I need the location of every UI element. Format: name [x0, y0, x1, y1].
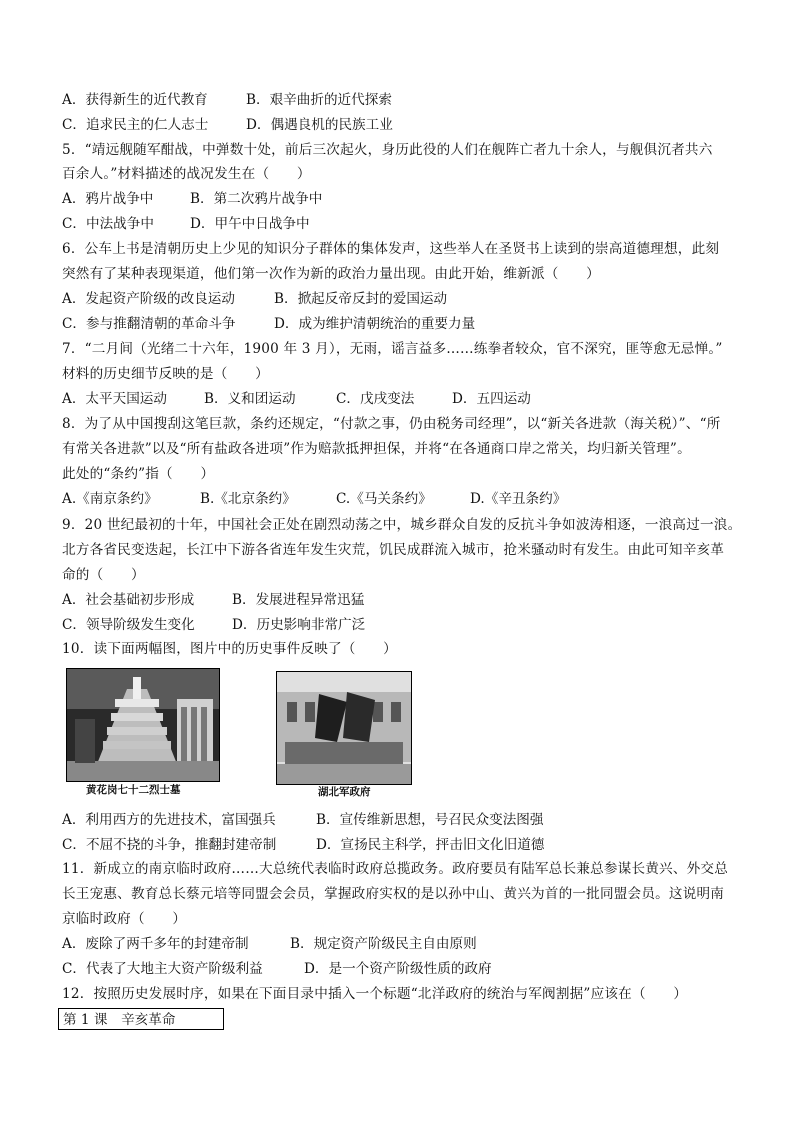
- q4-option-d: D．偶遇良机的民族工业: [246, 117, 393, 133]
- q8-option-a: A.《南京条约》: [62, 491, 158, 507]
- q10-option-b: B．宣传维新思想，号召民众变法图强: [316, 812, 544, 828]
- q7-option-a: A．太平天国运动: [62, 391, 167, 407]
- q7-option-d: D．五四运动: [452, 391, 531, 407]
- q5-option-c: C．中法战争中: [62, 216, 154, 232]
- huanghuagang-tomb-photo: [66, 668, 220, 782]
- q5-option-a: A．鸦片战争中: [62, 191, 154, 207]
- q11-stem-line-2: 长王宠惠、教育总长蔡元培等同盟会会员，掌握政府实权的是以孙中山、黄兴为首的一批同盟会员。这说明南: [62, 886, 725, 902]
- q6-option-c: C．参与推翻清朝的革命斗争: [62, 316, 236, 332]
- q8-stem-line-1: 8．为了从中国搜刮这笔巨款，条约还规定，“付款之事，仍由税务司经理”，以“新关各进款（海关税）”、“所: [62, 416, 721, 432]
- q6-stem-line-1: 6．公车上书是清朝历史上少见的知识分子群体的集体发声，这些举人在圣贤书上读到的崇高道德理想，此刻: [62, 241, 720, 257]
- q8-stem-line-2: 有常关各进款”以及“所有盐政各进项”作为赔款抵押担保，并将“在各通商口岸之常关，均归新关管理”。: [62, 441, 691, 457]
- q5-stem-line-1: 5．“靖远舰随军酣战，中弹数十处，前后三次起火，身历此役的人们在舰阵亡者九十余人，与舰俱沉者共六: [62, 142, 713, 158]
- q12-stem-line-1: 12．按照历史发展时序，如果在下面目录中插入一个标题“北洋政府的统治与军阀割据”应该在（ ）: [62, 986, 688, 1002]
- q11-option-a: A．废除了两千多年的封建帝制: [62, 936, 249, 952]
- q10-option-c: C．不屈不挠的斗争，推翻封建帝制: [62, 837, 277, 853]
- q9-stem-line-1: 9．20 世纪最初的十年，中国社会正处在剧烈动荡之中，城乡群众自发的反抗斗争如波涛相逐，一浪高过一浪。: [62, 517, 742, 533]
- caption-huanghuagang: 黄花岗七十二烈士墓: [86, 784, 181, 796]
- q9-stem-line-2: 北方各省民变迭起，长江中下游各省连年发生灾荒，饥民成群流入城市，抢米骚动时有发生。由此可知辛亥革: [62, 542, 725, 558]
- q4-option-b: B．艰辛曲折的近代探索: [246, 92, 392, 108]
- q7-stem-line-2: 材料的历史细节反映的是（ ）: [62, 366, 269, 382]
- q7-option-b: B．义和团运动: [204, 391, 296, 407]
- q11-option-d: D．是一个资产阶级性质的政府: [304, 961, 492, 977]
- q6-option-a: A．发起资产阶级的改良运动: [62, 291, 235, 307]
- q8-stem-line-3: 此处的“条约”指（ ）: [62, 466, 215, 482]
- q9-option-a: A．社会基础初步形成: [62, 592, 195, 608]
- q8-option-c: C.《马关条约》: [336, 491, 432, 507]
- q6-option-d: D．成为维护清朝统治的重要力量: [274, 316, 476, 332]
- q6-option-b: B．掀起反帝反封的爱国运动: [274, 291, 448, 307]
- q11-stem-line-3: 京临时政府（ ）: [62, 911, 187, 927]
- caption-hubei-military-government: 湖北军政府: [318, 786, 371, 798]
- toc-item-lesson-1: 第 1 课 辛亥革命: [58, 1008, 224, 1030]
- q11-option-b: B．规定资产阶级民主自由原则: [290, 936, 477, 952]
- q7-option-c: C．戊戌变法: [336, 391, 415, 407]
- hubei-military-government-photo: [276, 671, 412, 785]
- q10-option-d: D．宣扬民主科学，抨击旧文化旧道德: [316, 837, 545, 853]
- q7-stem-line-1: 7．“二月间（光绪二十六年，1900 年 3 月），无雨，谣言益多……练拳者较众，官不深究，匪等愈无忌惮。”: [62, 341, 723, 357]
- q5-option-b: B．第二次鸦片战争中: [190, 191, 323, 207]
- q8-option-d: D.《辛丑条约》: [470, 491, 567, 507]
- q4-option-c: C．追求民主的仁人志士: [62, 117, 209, 133]
- q9-stem-line-3: 命的（ ）: [62, 567, 145, 583]
- q11-stem-line-1: 11．新成立的南京临时政府……大总统代表临时政府总揽政务。政府要员有陆军总长兼总参谋长黄兴、外交总: [62, 861, 729, 877]
- q9-option-b: B．发展进程异常迅猛: [232, 592, 365, 608]
- q6-stem-line-2: 突然有了某种表现渠道，他们第一次作为新的政治力量出现。由此开始，维新派（ ）: [62, 266, 600, 282]
- q10-stem-line-1: 10．读下面两幅图，图片中的历史事件反映了（ ）: [62, 641, 397, 657]
- q9-option-d: D．历史影响非常广泛: [232, 617, 366, 633]
- q5-option-d: D．甲午中日战争中: [190, 216, 310, 232]
- q11-option-c: C．代表了大地主大资产阶级利益: [62, 961, 263, 977]
- q4-option-a: A．获得新生的近代教育: [62, 92, 208, 108]
- hubei-military-government-illustration: [277, 672, 411, 784]
- q5-stem-line-2: 百余人。”材料描述的战况发生在（ ）: [62, 166, 311, 182]
- huanghuagang-tomb-illustration: [67, 669, 219, 781]
- q10-option-a: A．利用西方的先进技术，富国强兵: [62, 812, 276, 828]
- q9-option-c: C．领导阶级发生变化: [62, 617, 195, 633]
- q8-option-b: B.《北京条约》: [200, 491, 296, 507]
